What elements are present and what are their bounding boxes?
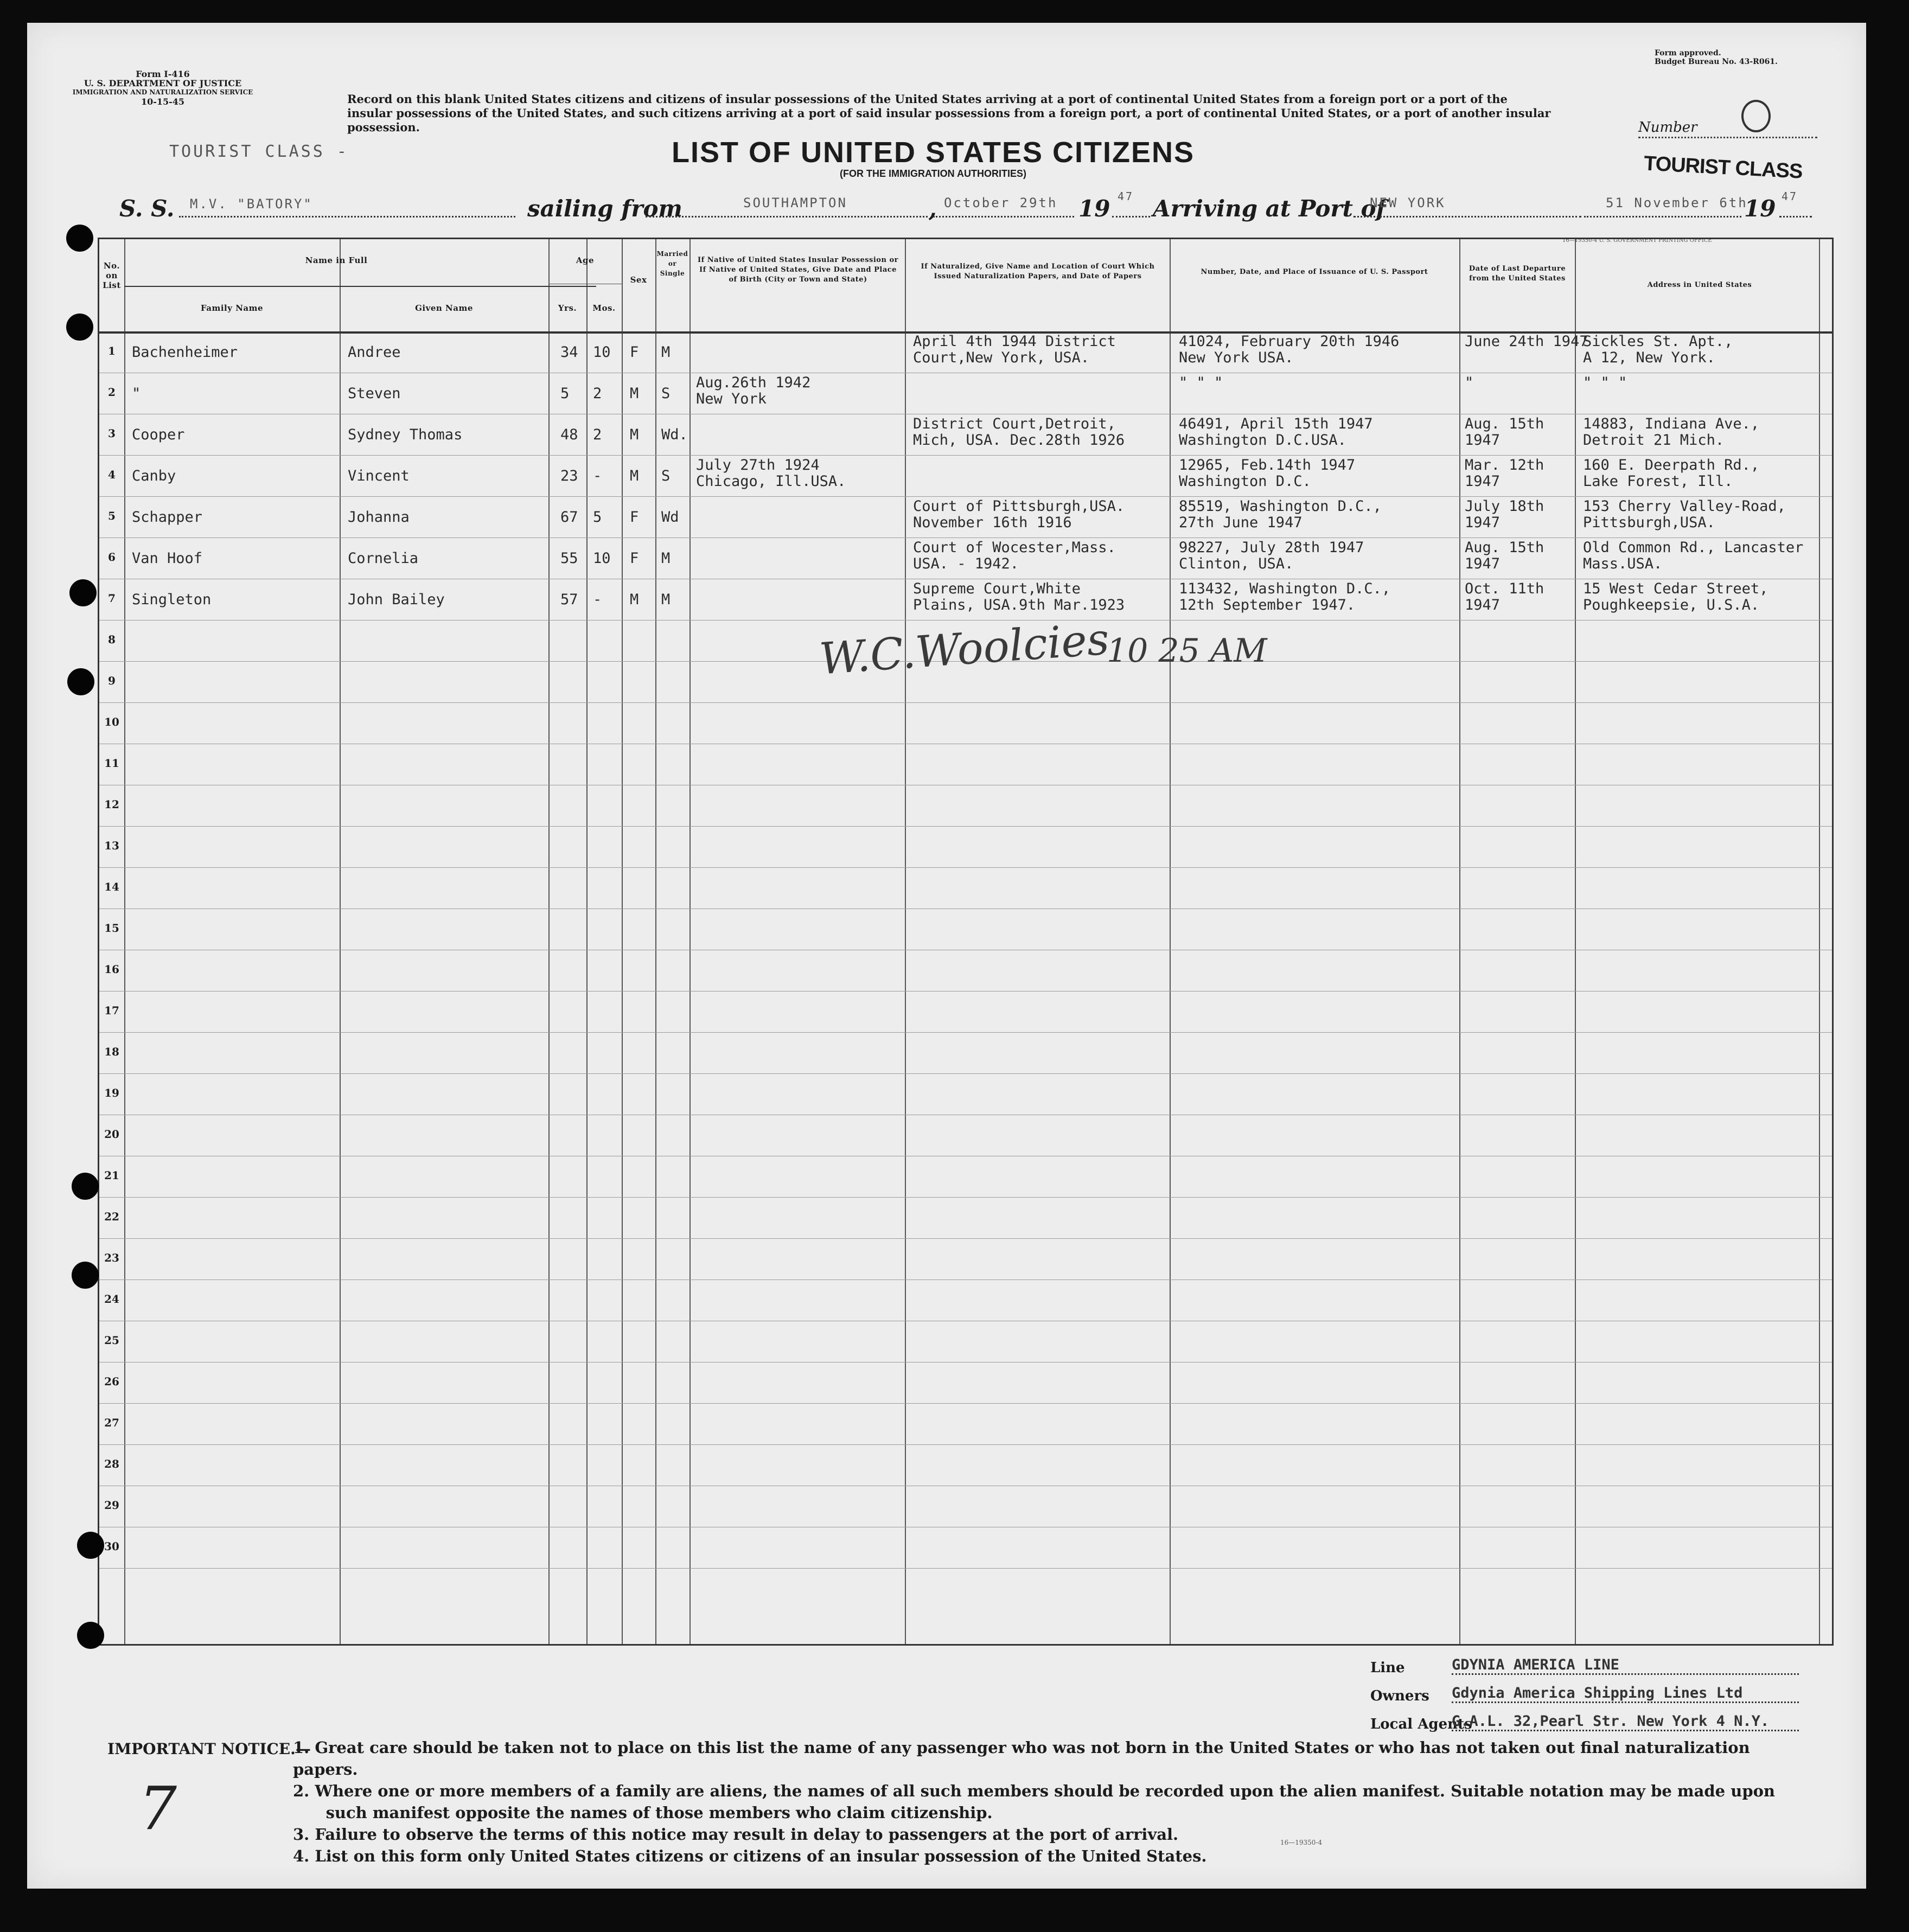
year-field-1 [1112, 190, 1150, 217]
row-number: 15 [104, 922, 119, 935]
ship-field [179, 195, 515, 217]
row-number: 26 [104, 1375, 119, 1388]
bottom-form-code: 16—19350-4 [1280, 1839, 1323, 1846]
form-identifier [49, 69, 277, 106]
tourist-class-typed: TOURIST CLASS - [169, 142, 349, 161]
row-number: 27 [104, 1416, 119, 1429]
line-field [1370, 1656, 1619, 1676]
departure-cell: 1947 [1465, 514, 1501, 531]
years-cell: 34 [560, 344, 578, 361]
row-number: 4 [108, 468, 116, 481]
passport-cell: 98227, July 28th 1947 [1179, 539, 1364, 556]
departure-cell: 1947 [1465, 597, 1501, 613]
row-number: 10 [104, 715, 119, 728]
naturalization-cell: Court of Wocester,Mass. [913, 539, 1116, 556]
months-cell: 2 [593, 385, 602, 402]
naturalization-cell: November 16th 1916 [913, 514, 1072, 531]
number-label: Number [1638, 119, 1697, 136]
department-name: U. S. DEPARTMENT OF JUSTICE [84, 78, 242, 88]
row-number: 28 [104, 1457, 119, 1470]
binder-hole-icon [67, 668, 94, 695]
given-name-cell: Vincent [348, 468, 410, 484]
row-number: 9 [108, 674, 116, 687]
address-cell: Old Common Rd., Lancaster [1583, 539, 1804, 556]
sailing-date: October 29th [944, 195, 1058, 210]
notice-item: 4. List on this form only United States citizens or citizens of an insular possession of the United States. [293, 1847, 1207, 1865]
naturalization-cell: April 4th 1944 District [913, 333, 1116, 350]
form-approved-label: Form approved. [1655, 49, 1721, 57]
handwritten-page-mark: 7 [139, 1774, 177, 1843]
ss-label: S. S. [119, 195, 175, 222]
sailing-from-label: sailing from [527, 195, 682, 222]
family-name-cell: Singleton [132, 591, 212, 608]
owners-field [1370, 1685, 1743, 1704]
row-number: 6 [108, 551, 116, 564]
departure-cell: July 18th [1465, 498, 1544, 515]
row-number: 22 [104, 1210, 119, 1223]
header-given-name: Given Name [415, 303, 473, 313]
departure-port-field [646, 195, 928, 217]
row-number: 16 [104, 963, 119, 976]
row-number: 30 [104, 1540, 119, 1553]
header-name-in-full: Name in Full [305, 255, 368, 265]
departure-cell: Aug. 15th [1465, 539, 1544, 556]
number-field [1638, 119, 1817, 138]
address-cell: 153 Cherry Valley-Road, [1583, 498, 1786, 515]
sex-cell: M [630, 385, 639, 402]
line-label: Line [1370, 1660, 1405, 1676]
given-name-cell: Cornelia [348, 550, 419, 567]
row-number: 2 [108, 386, 116, 399]
row-rule [99, 867, 1832, 868]
months-cell: 10 [593, 550, 611, 567]
marital-status-cell: M [661, 550, 671, 567]
given-name-cell: Steven [348, 385, 401, 402]
service-name: IMMIGRATION AND NATURALIZATION SERVICE [72, 88, 253, 96]
marital-status-cell: S [661, 468, 671, 484]
years-cell: 23 [560, 468, 578, 484]
departure-cell: 1947 [1465, 473, 1501, 490]
marital-status-cell: Wd [661, 509, 679, 526]
sex-cell: F [630, 344, 639, 361]
arrival-port: NEW YORK [1370, 195, 1446, 210]
header-family-name: Family Name [200, 303, 264, 313]
agents-value: G.A.L. 32,Pearl Str. New York 4 N.Y. [1452, 1713, 1799, 1731]
months-cell: 10 [593, 344, 611, 361]
months-cell: 2 [593, 426, 602, 443]
naturalization-cell: Court of Pittsburgh,USA. [913, 498, 1125, 515]
manifest-table [98, 238, 1834, 1646]
marital-status-cell: S [661, 385, 671, 402]
row-number: 1 [108, 344, 116, 357]
form-date: 10-15-45 [141, 97, 185, 107]
header-native: If Native of United States Insular Possession or If Native of United States, Give Date and Place of Birth (City or Town and State) [698, 256, 898, 284]
year-2: 47 [1782, 190, 1798, 203]
row-number: 17 [104, 1004, 119, 1017]
address-cell: 14883, Indiana Ave., [1583, 415, 1760, 432]
owners-value: Gdynia America Shipping Lines Ltd [1452, 1685, 1799, 1703]
row-number: 12 [104, 798, 119, 811]
row-rule [99, 496, 1832, 497]
row-number: 18 [104, 1045, 119, 1058]
birth-info-cell: Chicago, Ill.USA. [696, 473, 846, 490]
naturalization-cell: Mich, USA. Dec.28th 1926 [913, 432, 1125, 449]
months-cell: - [593, 468, 602, 484]
header-no-on-list: No. on List [103, 261, 121, 290]
year-field-2 [1779, 190, 1812, 217]
agents-field [1370, 1713, 1770, 1732]
notice-heading: IMPORTANT NOTICE.— [107, 1740, 311, 1758]
passport-cell: 41024, February 20th 1946 [1179, 333, 1400, 350]
given-name-cell: Andree [348, 344, 401, 361]
row-number: 5 [108, 509, 116, 522]
binder-hole-icon [77, 1532, 104, 1559]
handwritten-time: 10 25 AM [1107, 632, 1267, 670]
header-address: Address in United States [1647, 281, 1752, 289]
row-rule [99, 1444, 1832, 1445]
row-number: 7 [108, 592, 116, 605]
years-cell: 55 [560, 550, 578, 567]
binder-hole-icon [72, 1173, 99, 1200]
instructions-text: Record on this blank United States citizens and citizens of insular possessions of the United States arriving at a port of continental United States from a foreign port or a port of the insular possessions of the United States, and such citizens arriving at a port of said insular possessions from a foreign port, a port of continental United States, or a port of another insular possession. [347, 92, 1551, 134]
marital-status-cell: Wd. [661, 426, 688, 443]
line-value: GDYNIA AMERICA LINE [1452, 1656, 1799, 1675]
binder-hole-icon [66, 314, 93, 341]
header-sex: Sex [630, 275, 647, 285]
row-rule [99, 1238, 1832, 1239]
ship-name: M.V. "BATORY" [190, 196, 313, 212]
naturalization-cell: District Court,Detroit, [913, 415, 1116, 432]
header-last-departure: Date of Last Departure from the United States [1469, 265, 1566, 283]
printing-office-code: 16—19350-4 U. S. GOVERNMENT PRINTING OFFICE [1562, 238, 1712, 244]
family-name-cell: Bachenheimer [132, 344, 238, 361]
binder-hole-icon [72, 1262, 99, 1289]
naturalization-cell: Court,New York, USA. [913, 349, 1090, 366]
passport-cell: Washington D.C. [1179, 473, 1311, 490]
address-cell: Sickles St. Apt., [1583, 333, 1733, 350]
passport-cell: New York USA. [1179, 349, 1294, 366]
departure-cell: June 24th 1947 [1465, 333, 1588, 350]
months-cell: - [593, 591, 602, 608]
page-subtitle: (FOR THE IMMIGRATION AUTHORITIES) [840, 168, 1026, 179]
family-name-cell: " [132, 385, 141, 402]
departure-cell: Oct. 11th [1465, 580, 1544, 597]
years-cell: 5 [560, 385, 570, 402]
years-cell: 67 [560, 509, 578, 526]
handwritten-signature: W.C.Woolcies [818, 613, 1111, 684]
departure-cell: 1947 [1465, 432, 1501, 449]
row-number: 14 [104, 880, 119, 893]
family-name-cell: Canby [132, 468, 176, 484]
passport-cell: 12965, Feb.14th 1947 [1179, 457, 1356, 474]
marital-status-cell: M [661, 344, 671, 361]
row-number: 3 [108, 427, 116, 440]
passport-cell: 12th September 1947. [1179, 597, 1356, 613]
passport-cell: 27th June 1947 [1179, 514, 1303, 531]
row-number: 21 [104, 1169, 119, 1182]
notice-item: such manifest opposite the names of those members who claim citizenship. [293, 1803, 993, 1822]
owners-label: Owners [1370, 1688, 1429, 1704]
row-number: 23 [104, 1251, 119, 1264]
months-cell: 5 [593, 509, 602, 526]
sex-cell: M [630, 426, 639, 443]
address-cell: Lake Forest, Ill. [1583, 473, 1733, 490]
header-age: Age [576, 255, 595, 265]
notice-item: 1. Great care should be taken not to place on this list the name of any passenger who was not born in the United States or who has not taken out final naturalization papers. [293, 1738, 1750, 1779]
naturalization-cell: Plains, USA.9th Mar.1923 [913, 597, 1125, 613]
address-cell: A 12, New York. [1583, 349, 1715, 366]
row-number: 11 [104, 757, 119, 770]
passport-cell: 113432, Washington D.C., [1179, 580, 1391, 597]
form-number: Form I-416 [136, 69, 190, 79]
binder-hole-icon [66, 225, 93, 252]
family-name-cell: Schapper [132, 509, 203, 526]
row-rule [99, 1032, 1832, 1033]
given-name-cell: Sydney Thomas [348, 426, 463, 443]
row-number: 25 [104, 1334, 119, 1347]
row-rule [99, 1403, 1832, 1404]
years-cell: 57 [560, 591, 578, 608]
address-cell: 160 E. Deerpath Rd., [1583, 457, 1760, 474]
arrival-port-field [1353, 195, 1581, 217]
page-title: LIST OF UNITED STATES CITIZENS [672, 136, 1195, 169]
years-cell: 48 [560, 426, 578, 443]
sailing-line: S. S. M.V. "BATORY" sailing from SOUTHAMPTON , October 29th 19 47 Arriving at Port of NEW YORK 51 November 6th 19 47 [119, 195, 1768, 228]
sex-cell: F [630, 509, 639, 526]
agents-label: Local Agents [1370, 1716, 1472, 1732]
departure-cell: 1947 [1465, 555, 1501, 572]
row-rule [99, 1197, 1832, 1198]
header-naturalized: If Naturalized, Give Name and Location of Court Which Issued Naturalization Papers, and Date of Papers [921, 263, 1155, 280]
row-rule [99, 455, 1832, 456]
family-name-cell: Cooper [132, 426, 185, 443]
sex-cell: M [630, 468, 639, 484]
passport-cell: Clinton, USA. [1179, 555, 1294, 572]
birth-info-cell: July 27th 1924 [696, 457, 820, 474]
header-years: Yrs. [558, 303, 577, 313]
sailing-date-field [933, 195, 1074, 217]
departure-port: SOUTHAMPTON [743, 195, 847, 210]
row-number: 24 [104, 1293, 119, 1306]
passport-cell: Washington D.C.USA. [1179, 432, 1346, 449]
marital-status-cell: M [661, 591, 671, 608]
header-married-single: Married or Single [656, 250, 688, 277]
sex-cell: F [630, 550, 639, 567]
address-cell: 15 West Cedar Street, [1583, 580, 1768, 597]
notice-item: 2. Where one or more members of a family are aliens, the names of all such members should be recorded upon the alien manifest. Suitable notation may be made upon [293, 1782, 1776, 1800]
row-number: 20 [104, 1128, 119, 1141]
row-number: 8 [108, 633, 116, 646]
year-prefix-2: 19 [1744, 195, 1776, 222]
binder-hole-icon [77, 1622, 104, 1649]
birth-info-cell: New York [696, 391, 767, 407]
given-name-cell: Johanna [348, 509, 410, 526]
header-passport: Number, Date, and Place of Issuance of U. S. Passport [1201, 268, 1428, 276]
birth-info-cell: Aug.26th 1942 [696, 374, 811, 391]
passport-cell: " " " [1179, 374, 1223, 391]
notice-list [293, 1737, 1812, 1867]
row-rule [99, 1568, 1832, 1569]
arrival-date-field [1584, 195, 1748, 217]
departure-cell: Mar. 12th [1465, 457, 1544, 474]
notice-item: 3. Failure to observe the terms of this notice may result in delay to passengers at the port of arrival. [293, 1825, 1179, 1844]
address-cell: " " " [1583, 374, 1627, 391]
arrival-date: 51 November 6th [1606, 195, 1748, 210]
year-prefix-1: 19 [1078, 195, 1110, 222]
header-months: Mos. [592, 303, 616, 313]
family-name-cell: Van Hoof [132, 550, 203, 567]
tourist-class-stamp: TOURIST CLASS [1643, 152, 1803, 183]
row-number: 13 [104, 839, 119, 852]
passport-cell: 46491, April 15th 1947 [1179, 415, 1373, 432]
address-cell: Poughkeepsie, U.S.A. [1583, 597, 1760, 613]
row-rule [99, 826, 1832, 827]
row-number: 29 [104, 1499, 119, 1512]
given-name-cell: John Bailey [348, 591, 445, 608]
arriving-label: Arriving at Port of [1153, 195, 1386, 222]
form-approved [1655, 49, 1834, 66]
address-cell: Mass.USA. [1583, 555, 1663, 572]
row-rule [99, 702, 1832, 703]
address-cell: Detroit 21 Mich. [1583, 432, 1725, 449]
departure-cell: Aug. 15th [1465, 415, 1544, 432]
departure-cell: " [1465, 374, 1474, 391]
circle-mark-icon [1741, 100, 1771, 132]
row-number: 19 [104, 1086, 119, 1099]
year-1: 47 [1118, 190, 1134, 203]
row-rule [99, 1073, 1832, 1074]
naturalization-cell: Supreme Court,White [913, 580, 1081, 597]
address-cell: Pittsburgh,USA. [1583, 514, 1715, 531]
budget-bureau-number: Budget Bureau No. 43-R061. [1655, 57, 1778, 66]
passport-cell: 85519, Washington D.C., [1179, 498, 1382, 515]
binder-hole-icon [69, 579, 97, 606]
sex-cell: M [630, 591, 639, 608]
naturalization-cell: USA. - 1942. [913, 555, 1019, 572]
